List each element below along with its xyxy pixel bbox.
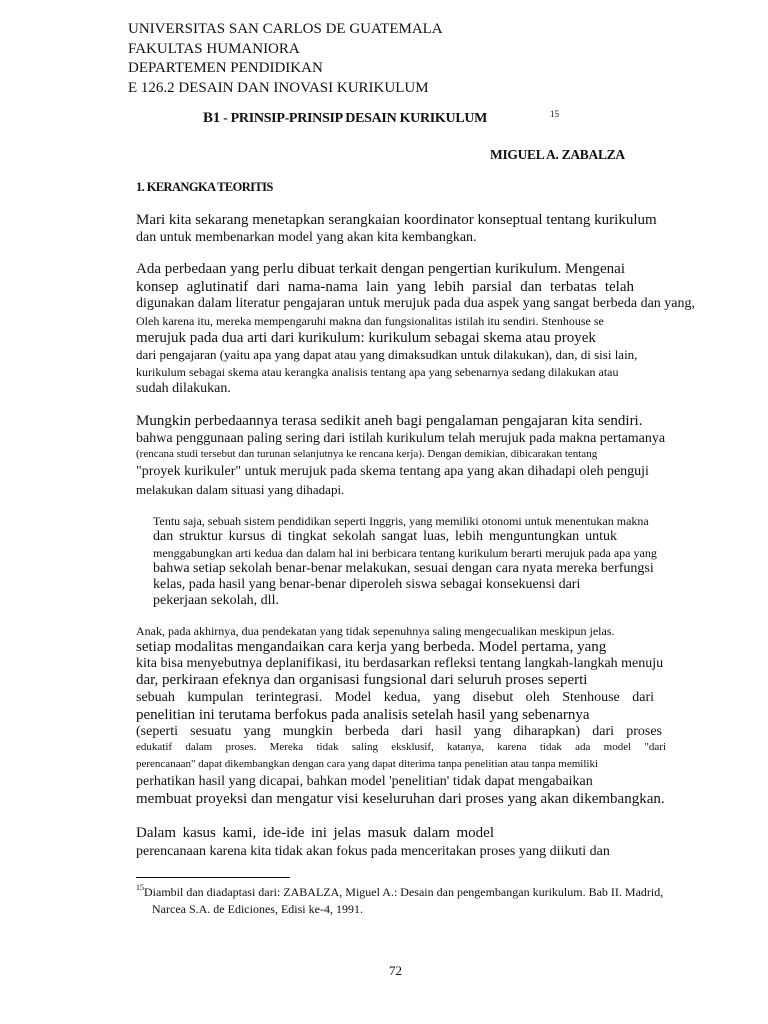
paragraph-line: melakukan dalam situasi yang dihadapi. [136, 482, 345, 497]
paragraph-line: perhatikan hasil yang dicapai, bahkan model 'penelitian' tidak dapat mengabaikan [136, 774, 593, 789]
paragraph-line: Dalam kasus kami, ide-ide ini jelas masuk dalam model [136, 825, 494, 841]
paragraph-line: Ada perbedaan yang perlu dibuat terkait dengan pengertian kurikulum. Mengenai [136, 261, 625, 277]
paragraph-line: Mungkin perbedaannya terasa sedikit aneh bagi pengalaman pengajaran kita sendiri. [136, 413, 643, 429]
title-text: - PRINSIP-PRINSIP DESAIN KURIKULUM [219, 111, 488, 126]
footnote-line [136, 883, 664, 899]
paragraph-line: Mari kita sekarang menetapkan serangkaian koordinator konseptual tentang kurikulum [136, 212, 657, 228]
paragraph-line: bahwa setiap sekolah benar-benar melakukan, sesuai dengan cara nyata mereka berfungsi [153, 561, 654, 576]
page-number: 72 [389, 963, 402, 978]
paragraph-line: kelas, pada hasil yang benar-benar diperoleh siswa sebagai konsekuensi dari [153, 577, 581, 592]
course-code: E 126.2 DESAIN DAN INOVASI KURIKULUM [128, 80, 429, 96]
paragraph-line: (rencana studi tersebut dan turunan selanjutnya ke rencana kerja). Dengan demikian, dibicarakan tentang [136, 448, 598, 460]
paragraph-line: merujuk pada dua arti dari kurikulum: kurikulum sebagai skema atau proyek [136, 330, 596, 346]
paragraph-line: kita bisa menyebutnya deplanifikasi, itu berdasarkan refleksi tentang langkah-langkah menuju [136, 656, 664, 671]
paragraph-line: edukatif dalam proses. Mereka tidak saling eksklusif, katanya, karena tidak ada model "dari [136, 741, 666, 753]
paragraph-line: perencanaan" dapat dikembangkan dengan cara yang dapat diterima tanpa penelitian atau tanpa memiliki [136, 758, 599, 770]
paragraph-line: perencanaan karena kita tidak akan fokus pada menceritakan proses yang diikuti dan [136, 844, 610, 859]
paragraph-line: penelitian ini terutama berfokus pada analisis setelah hasil yang sebenarnya [136, 707, 590, 723]
paragraph-line: dar, perkiraan efeknya dan organisasi fungsional dari seluruh proses seperti [136, 672, 588, 688]
paragraph-line: pekerjaan sekolah, dll. [153, 593, 279, 608]
paragraph-line: dan struktur kursus di tingkat sekolah sangat luas, lebih menguntungkan untuk [153, 529, 617, 544]
faculty-name: FAKULTAS HUMANIORA [128, 41, 300, 57]
section-heading: 1. KERANGKA TEORITIS [136, 180, 273, 194]
paragraph-line: (seperti sesuatu yang mungkin berbeda dari hasil yang diharapkan) dari proses [136, 724, 662, 739]
institution-name: UNIVERSITAS SAN CARLOS DE GUATEMALA [128, 21, 443, 37]
paragraph-line: dan untuk membenarkan model yang akan kita kembangkan. [136, 230, 477, 245]
paragraph-line: digunakan dalam literatur pengajaran untuk merujuk pada dua aspek yang sangat berbeda dan yang, [136, 296, 696, 311]
department-name: DEPARTEMEN PENDIDIKAN [128, 60, 323, 76]
title-footnote-ref: 15 [550, 109, 559, 119]
paragraph-line: Tentu saja, sebuah sistem pendidikan seperti Inggris, yang memiliki otonomi untuk menentukan makna [153, 514, 649, 528]
paragraph-line: Oleh karena itu, mereka mempengaruhi makna dan fungsionalitas istilah itu sendiri. Stenhouse se [136, 314, 604, 328]
paragraph-line: sudah dilakukan. [136, 381, 231, 396]
footnote-number: 15 [136, 883, 144, 892]
paragraph-line: konsep aglutinatif dari nama-nama lain yang lebih parsial dan terbatas telah [136, 279, 634, 295]
footnote-divider [136, 877, 290, 878]
paragraph-line: bahwa penggunaan paling sering dari istilah kurikulum telah merujuk pada makna pertamanya [136, 431, 666, 446]
paragraph-line: Anak, pada akhirnya, dua pendekatan yang tidak sepenuhnya saling mengecualikan meskipun jelas. [136, 624, 615, 638]
paragraph-line: kurikulum sebagai skema atau kerangka analisis tentang apa yang sebenarnya sedang dilakukan atau [136, 365, 619, 379]
footnote-text: Diambil dan diadaptasi dari: ZABALZA, Miguel A.: Desain dan pengembangan kurikulum. Bab II. Madrid, [144, 885, 664, 899]
paragraph-line: "proyek kurikuler" untuk merujuk pada skema tentang apa yang akan dihadapi oleh penguji [136, 464, 649, 479]
document-title [203, 111, 487, 126]
author-name: MIGUEL A. ZABALZA [490, 147, 625, 162]
footnote-line: Narcea S.A. de Ediciones, Edisi ke-4, 1991. [152, 902, 363, 916]
paragraph-line: sebuah kumpulan terintegrasi. Model kedua, yang disebut oleh Stenhouse dari [136, 690, 654, 705]
title-code: B1 [203, 110, 220, 126]
paragraph-line: setiap modalitas mengandaikan cara kerja yang berbeda. Model pertama, yang [136, 639, 607, 655]
paragraph-line: menggabungkan arti kedua dan dalam hal ini berbicara tentang kurikulum berarti merujuk pada apa yang [153, 546, 657, 560]
paragraph-line: dari pengajaran (yaitu apa yang dapat atau yang dimaksudkan untuk dilakukan), dan, di sisi lain, [136, 347, 638, 362]
paragraph-line: membuat proyeksi dan mengatur visi keseluruhan dari proses yang akan dikembangkan. [136, 791, 665, 807]
